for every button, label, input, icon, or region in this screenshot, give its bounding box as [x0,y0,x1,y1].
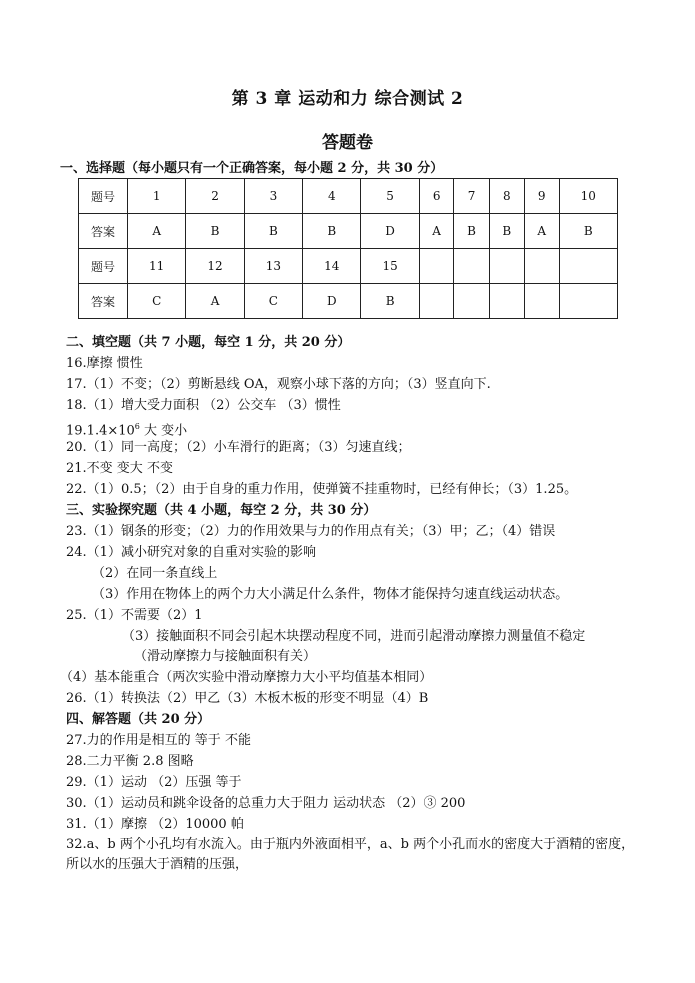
answer-line-23: 23.（1）钢条的形变；（2）力的作用效果与力的作用点有关；（3）甲；乙；（4）错误 [66,524,556,539]
answer-line-25-3b: （滑动摩擦力与接触面积有关） [134,649,317,664]
answer-line-29: 29.（1）运动 （2）压强 等于 [66,775,242,790]
table-cell: 7 [454,179,489,214]
table-cell: C [128,284,186,319]
answer-line-25-4: （4）基本能重合（两次实验中滑动摩擦力大小平均值基本相同） [60,670,433,685]
answer-line-30: 30.（1）运动员和跳伞设备的总重力大于阻力 运动状态 （2）③ 200 [66,796,466,811]
answer-table [78,178,618,319]
answer-19-rest: 大 变小 [139,423,188,439]
table-cell [489,249,524,284]
table-cell: 4 [303,179,361,214]
table-cell: 11 [128,249,186,284]
answer-line-31: 31.（1）摩擦 （2）10000 帕 [66,817,244,832]
table-cell [559,249,617,284]
table-cell [454,249,489,284]
answer-line-25-1: 25.（1）不需要（2）1 [66,608,203,623]
answer-line-16: 16.摩擦 惯性 [66,356,143,371]
table-cell [559,284,617,319]
table-cell [524,249,559,284]
section4-heading: 四、解答题（共 20 分） [66,712,211,727]
table-cell [419,284,454,319]
answer-line-26: 26.（1）转换法（2）甲乙（3）木板木板的形变不明显（4）B [66,691,429,706]
table-cell: C [244,284,302,319]
table-label-question: 题号 [79,249,128,284]
table-cell: D [361,214,419,249]
table-cell: B [303,214,361,249]
table-row [79,214,618,249]
table-cell [489,284,524,319]
answer-line-21: 21.不变 变大 不变 [66,461,173,476]
table-cell: 15 [361,249,419,284]
answer-line-24-3: （3）作用在物体上的两个力大小满足什么条件，物体才能保持匀速直线运动状态。 [92,587,569,602]
page-title: 第 3 章 运动和力 综合测试 2 [231,89,464,109]
table-label-answer: 答案 [79,284,128,319]
answer-19-exponent: 6 [134,422,140,431]
table-cell: 12 [186,249,244,284]
table-cell: B [244,214,302,249]
table-row [79,249,618,284]
table-cell: A [186,284,244,319]
table-cell: 6 [419,179,454,214]
table-cell [419,249,454,284]
table-cell: 3 [244,179,302,214]
table-cell: A [419,214,454,249]
page-subtitle: 答题卷 [322,133,373,153]
table-cell: B [361,284,419,319]
answer-line-18: 18.（1）增大受力面积 （2）公交车 （3）惯性 [66,398,341,413]
answer-line-20: 20.（1）同一高度；（2）小车滑行的距离；（3）匀速直线； [66,440,411,455]
answer-line-24-1: 24.（1）减小研究对象的自重对实验的影响 [66,545,316,560]
answer-line-24-2: （2）在同一条直线上 [92,566,218,581]
section2-heading: 二、填空题（共 7 小题，每空 1 分，共 20 分） [66,335,351,350]
table-cell: 1 [128,179,186,214]
table-label-question: 题号 [79,179,128,214]
answer-line-17: 17.（1）不变；（2）剪断悬线 OA，观察小球下落的方向；（3）竖直向下. [66,377,491,392]
answer-line-27: 27.力的作用是相互的 等于 不能 [66,733,251,748]
table-cell: 9 [524,179,559,214]
table-cell: 2 [186,179,244,214]
table-cell: 13 [244,249,302,284]
table-cell: A [128,214,186,249]
answer-line-32: 32.a、b 两个小孔均有水流入。由于瓶内外液面相平，a、b 两个小孔而水的密度大于酒精的密度，所以水的压强大于酒精的压强， [66,837,635,872]
answer-line-28: 28.二力平衡 2.8 图略 [66,754,194,769]
answer-line-19 [66,418,187,439]
table-cell: B [489,214,524,249]
table-cell: D [303,284,361,319]
table-label-answer: 答案 [79,214,128,249]
table-cell: B [454,214,489,249]
table-cell [524,284,559,319]
table-row [79,179,618,214]
table-cell: B [559,214,617,249]
section3-heading: 三、实验探究题（共 4 小题，每空 2 分，共 30 分） [66,503,377,518]
table-cell: A [524,214,559,249]
table-cell: 10 [559,179,617,214]
section1-heading: 一、选择题（每小题只有一个正确答案，每小题 2 分，共 30 分） [60,161,444,176]
table-cell: B [186,214,244,249]
answer-line-25-3: （3）接触面积不同会引起木块摆动程度不同，进而引起滑动摩擦力测量值不稳定 [122,629,586,644]
table-cell: 14 [303,249,361,284]
table-cell: 8 [489,179,524,214]
table-cell: 5 [361,179,419,214]
answer-19-value: 19.1.4×10 [66,423,135,439]
table-row [79,284,618,319]
answer-line-22: 22.（1）0.5；（2）由于自身的重力作用，使弹簧不挂重物时，已经有伸长；（3）1.25。 [66,482,578,497]
table-cell [454,284,489,319]
